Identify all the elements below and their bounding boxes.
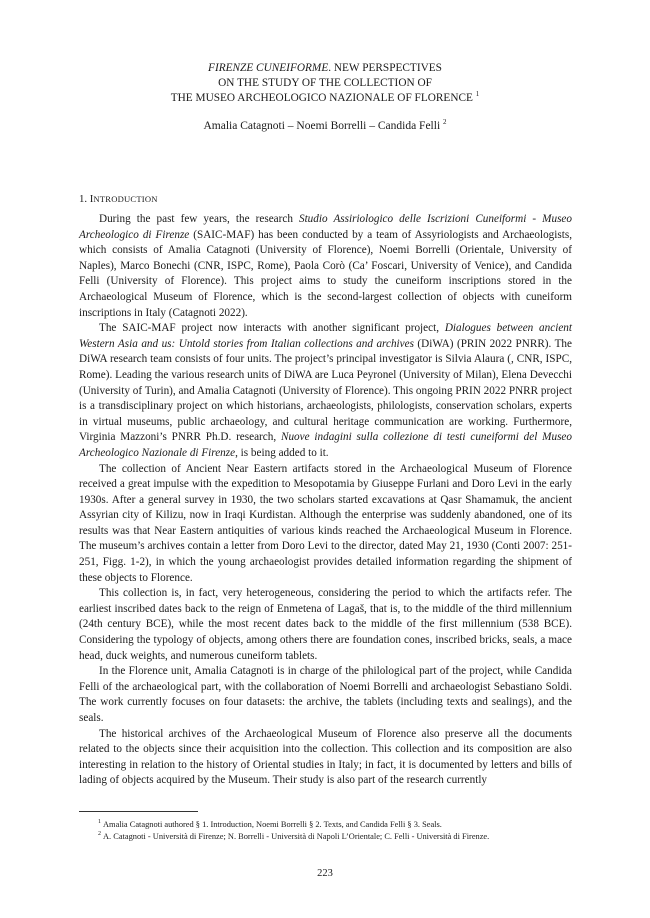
- footnote-1-number: 1: [98, 819, 101, 826]
- author-line: [0, 120, 650, 132]
- paper-title: [0, 61, 650, 106]
- p2-text-a: The SAIC-MAF project now interacts with another significant project,: [99, 322, 445, 335]
- title-line-2: ON THE STUDY OF THE COLLECTION OF: [218, 77, 432, 89]
- title-line-3: [0, 91, 650, 106]
- footnote-2-number: 2: [98, 831, 101, 838]
- paragraph-2: [79, 321, 572, 461]
- paragraph-1: [79, 212, 572, 321]
- title-line-1-rest: . NEW PERSPECTIVES: [328, 62, 442, 74]
- paragraph-6: The historical archives of the Archaeological Museum of Florence also preserve all the documents related to the objects since their acquisition into the collection. This collection and its composition are also interesting in relation to the history of Oriental studies in Italy; in fact, it is documented by letters and bills of lading of objects acquired by the Museum. Their study is also part of the research currently: [79, 727, 572, 787]
- p1-italic-title: Studio Assiriologico delle Iscrizioni Cuneiformi - Museo Archeologico di Firenze: [79, 213, 572, 241]
- footnote-2-text: A. Catagnoti - Università di Firenze; N. Borrelli - Università di Napoli L’Orientale; C. Felli - Università di Firenze.: [103, 832, 490, 841]
- author-footnote-ref[interactable]: 2: [443, 118, 447, 127]
- author-names: Amalia Catagnoti – Noemi Borrelli – Candida Felli: [203, 120, 441, 132]
- footnote-1-text: Amalia Catagnoti authored § 1. Introduction, Noemi Borrelli § 2. Texts, and Candida Felli § 3. Seals.: [103, 820, 442, 829]
- paragraph-3: The collection of Ancient Near Eastern artifacts stored in the Archaeological Museum of Florence received a great impulse with the expedition to Mesopotamia by Giuseppe Furlani and Doro Levi in the early 1930s. After a general survey in 1930, the two scholars started excavations at Qasr Shamamuk, the ancient Assyrian city of Kilizu, now in Iraqi Kurdistan. Although the enterprise was suddenly abandoned, one of its results was that Near Eastern antiquities of various kinds reached the Archaeological Museum in Florence. The museum’s archives contain a letter from Doro Levi to the director, dated May 21, 1930 (Conti 2007: 251-251, Figg. 1-2), in which the young archaeologist provides detailed information regarding the shipment of these objects to Florence.: [79, 462, 572, 584]
- p2-italic-title-2: Nuove indagini sulla collezione di testi cuneiformi del Museo Archeologico Nazionale di Firenze: [79, 431, 572, 459]
- section-heading: [79, 193, 158, 205]
- p2-text-e: , is being added to it.: [235, 446, 329, 459]
- p2-italic-title: Dialogues between ancient Western Asia and us: Untold stories from Italian collections and archives: [79, 322, 572, 350]
- footnote-divider: [79, 811, 198, 812]
- p1-text-a: During the past few years, the research: [99, 213, 299, 225]
- title-line-3-text: THE MUSEO ARCHEOLOGICO NAZIONALE OF FLORENCE: [170, 92, 473, 104]
- p1-text-c: (SAIC-MAF) has been conducted by a team of Assyriologists and Archaeologists, which consists of Amalia Catagnoti (University of Florence), Noemi Borrelli (Orientale, University of Naples), Marco Bonechi (CNR, ISPC, Rome), Paola Corò (Ca’ Foscari, University of Venice), and Candida Felli (University of Florence). This project aims to study the cuneiform inscriptions stored in the Archaeological Museum of Florence, which is the second-largest collection of objects with cuneiform inscriptions in Italy (Catagnoti 2022).: [79, 228, 572, 319]
- p2-text-c: (DiWA) (PRIN 2022 PNRR). The DiWA research team consists of four units. The project’s principal investigator is Silvia Alaura (, CNR, ISPC, Rome). Leading the various research units of DiWA are Luca Peyronel (University of Milan), Elena Devecchi (University of Turin), and Amalia Catagnoti (University of Florence). This ongoing PRIN 2022 PNRR project is a transdisciplinary project on which historians, archaeologists, philologists, conservation scholars, experts in virtual museums, public archaeology, and cultural heritage communication are working. Furthermore, Virginia Mazzoni’s PNRR Ph.D. research,: [79, 337, 572, 444]
- title-footnote-ref[interactable]: 1: [475, 90, 480, 99]
- body-text: [79, 212, 572, 789]
- paragraph-4: This collection is, in fact, very heterogeneous, considering the period to which the artifacts refer. The earliest inscribed dates back to the reign of Enmetena of Lagaš, that is, to the middle of the third millennium (24th century BCE), while the most recent dates back to the middle of the first millennium (538 BCE). Considering the typology of objects, among others there are foundation cones, inscribed bricks, seals, a mace head, duck weights, and numerous cuneiform tablets.: [79, 587, 572, 662]
- section-initial: I: [89, 193, 94, 205]
- title-line-1: [0, 61, 650, 76]
- paragraph-5: In the Florence unit, Amalia Catagnoti is in charge of the philological part of the project, while Candida Felli of the archaeological part, with the collaboration of Noemi Borrelli and archaeologist Sebastiano Soldi. The work currently focuses on four datasets: the archive, the tablets (including texts and sealings), and the seals.: [79, 665, 572, 724]
- section-title-rest: NTRODUCTION: [93, 194, 158, 204]
- footnote-2: [98, 831, 578, 843]
- title-italic: FIRENZE CUNEIFORME: [208, 62, 329, 74]
- page-number: 223: [317, 868, 333, 879]
- footnotes: [98, 819, 578, 843]
- footnote-1: [98, 819, 578, 831]
- section-number: 1.: [79, 193, 90, 205]
